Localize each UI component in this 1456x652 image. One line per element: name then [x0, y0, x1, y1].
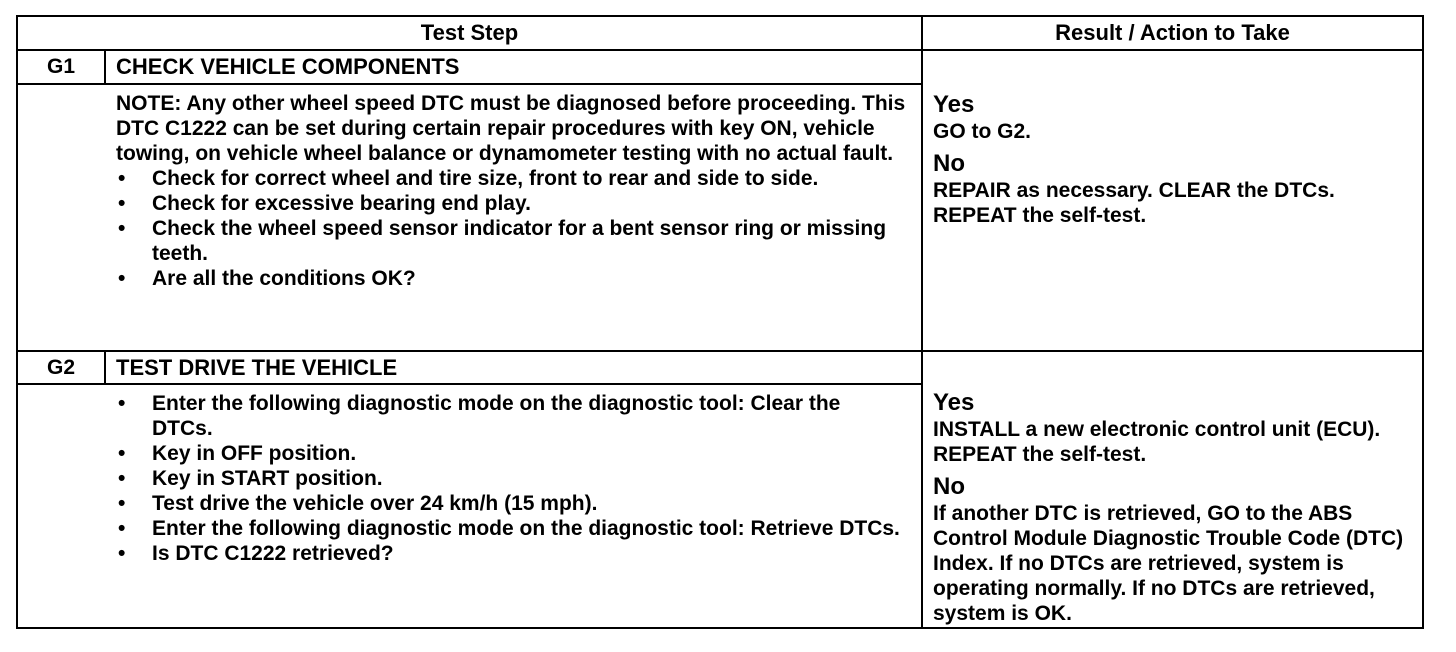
step-title-g1: CHECK VEHICLE COMPONENTS [116, 54, 460, 79]
list-item: • Is DTC C1222 retrieved? [116, 541, 906, 566]
step-body-g1 [116, 91, 906, 291]
no-action: If another DTC is retrieved, GO to the ABS Control Module Diagnostic Trouble Code (DTC) Index. If no DTCs are retrieved, system is operating normally. If no DTCs are retrieved, system is OK. [933, 502, 1404, 625]
g2-id-divider [104, 350, 106, 383]
diagnostic-table [16, 15, 1424, 629]
step-id-g1: G1 [46, 55, 75, 78]
header-result-action: Result / Action to Take [1055, 20, 1290, 45]
list-item: • Key in OFF position. [116, 441, 906, 466]
list-item: • Key in START position. [116, 466, 906, 491]
no-action: REPAIR as necessary. CLEAR the DTCs. REPEAT the self-test. [933, 179, 1335, 227]
step-body-g2 [116, 391, 906, 566]
list-item: • Test drive the vehicle over 24 km/h (15 mph). [116, 491, 906, 516]
list-item: • Check for correct wheel and tire size, front to rear and side to side. [116, 166, 906, 191]
step-title-g2: TEST DRIVE THE VEHICLE [116, 355, 398, 380]
g1-id-divider [104, 49, 106, 83]
g2-title-divider [18, 383, 921, 385]
list-item: • Are all the conditions OK? [116, 266, 906, 291]
yes-label: Yes [933, 389, 975, 416]
bullet-list-g1 [116, 166, 906, 291]
result-g1 [933, 91, 1418, 228]
no-label: No [933, 150, 965, 177]
list-item: • Enter the following diagnostic mode on the diagnostic tool: Clear the DTCs. [116, 391, 906, 441]
column-divider [921, 17, 923, 627]
bullet-list-g2 [116, 391, 906, 566]
yes-label: Yes [933, 91, 975, 118]
list-item: • Check the wheel speed sensor indicator for a bent sensor ring or missing teeth. [116, 216, 906, 266]
result-g2 [933, 389, 1418, 626]
g1-title-divider [18, 83, 921, 85]
note-text: NOTE: Any other wheel speed DTC must be diagnosed before proceeding. This DTC C1222 can be set during certain repair procedures with key ON, vehicle towing, on vehicle wheel balance or dynamometer testing with no actual fault. [116, 92, 906, 165]
list-item: • Enter the following diagnostic mode on the diagnostic tool: Retrieve DTCs. [116, 516, 906, 541]
no-label: No [933, 473, 965, 500]
list-item: • Check for excessive bearing end play. [116, 191, 906, 216]
step-id-g2: G2 [46, 356, 75, 379]
yes-action: INSTALL a new electronic control unit (ECU). REPEAT the self-test. [933, 418, 1381, 466]
header-test-step: Test Step [420, 20, 519, 45]
yes-action: GO to G2. [933, 120, 1032, 143]
